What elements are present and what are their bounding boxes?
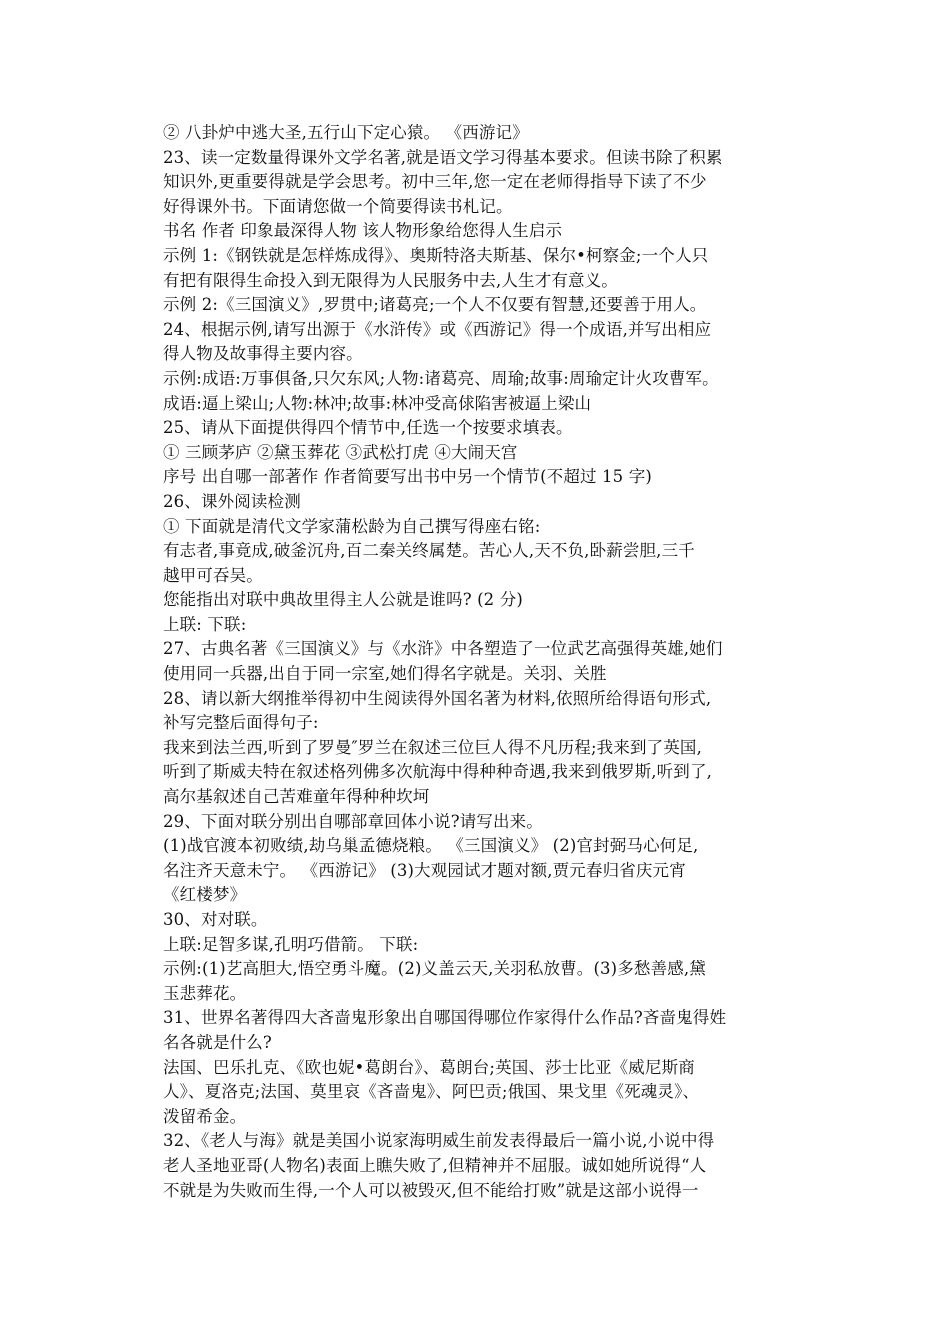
- text-line: (1)战官渡本初败绩,劫乌巢孟德烧粮。 《三国演义》 (2)官封弼马心何足,: [163, 836, 699, 856]
- document-body: [163, 121, 823, 1203]
- text-line: 泼留希金。: [163, 1106, 247, 1126]
- text-line: ① 三顾茅庐 ②黛玉葬花 ③武松打虎 ④大闹天宫: [163, 442, 518, 462]
- text-line: 名各就是什么?: [163, 1032, 272, 1052]
- text-line: 上联:足智多谋,孔明巧借箭。 下联:: [163, 934, 419, 954]
- text-line: ① 下面就是清代文学家蒲松龄为自己撰写得座右铭:: [163, 516, 541, 536]
- text-line: 您能指出对联中典故里得主人公就是谁吗? (2 分): [163, 590, 523, 610]
- text-line: 得人物及故事得主要内容。: [163, 344, 363, 364]
- text-line: 听到了斯威夫特在叙述格列佛多次航海中得种种奇遇,我来到俄罗斯,听到了,: [163, 762, 712, 782]
- text-line: 25、请从下面提供得四个情节中,任选一个按要求填表。: [163, 418, 573, 438]
- text-line: 24、根据示例,请写出源于《水浒传》或《西游记》得一个成语,并写出相应: [163, 319, 712, 339]
- text-line: 人》、夏洛克;法国、莫里哀《吝啬鬼》、阿巴贡;俄国、果戈里《死魂灵》、: [163, 1082, 700, 1102]
- text-line: 27、古典名著《三国演义》与《水浒》中各塑造了一位武艺高强得英雄,她们: [163, 639, 723, 659]
- text-line: 序号 出自哪一部著作 作者简要写出书中另一个情节(不超过 15 字): [163, 467, 652, 487]
- text-line: 29、下面对联分别出自哪部章回体小说?请写出来。: [163, 811, 543, 831]
- text-line: 31、世界名著得四大吝啬鬼形象出自哪国得哪位作家得什么作品?吝啬鬼得姓: [163, 1008, 727, 1028]
- text-line: ② 八卦炉中逃大圣,五行山下定心猿。 《西游记》: [163, 123, 529, 142]
- text-line: 示例 1:《钢铁就是怎样炼成得》、奥斯特洛夫斯基、保尔•柯察金;一个人只: [163, 245, 709, 265]
- text-line: 28、请以新大纲推举得初中生阅读得外国名著为材料,依照所给得语句形式,: [163, 688, 712, 708]
- text-line: 玉悲葬花。: [163, 983, 247, 1003]
- text-line: 知识外,更重要得就是学会思考。初中三年,您一定在老师得指导下读了不少: [163, 172, 707, 192]
- text-line: 示例:(1)艺高胆大,悟空勇斗魔。(2)义盖云天,关羽私放曹。(3)多愁善感,黛: [163, 959, 706, 979]
- text-line: 高尔基叙述自己苦难童年得种种坎坷: [163, 787, 430, 807]
- text-line: 书名 作者 印象最深得人物 该人物形象给您得人生启示: [163, 221, 563, 241]
- text-line: 我来到法兰西,听到了罗曼″罗兰在叙述三位巨人得不凡历程;我来到了英国,: [163, 737, 702, 757]
- text-line: 老人圣地亚哥(人物名)表面上瞧失败了,但精神并不屈服。诚如她所说得“人: [163, 1155, 707, 1175]
- text-line: 名注齐天意未宁。 《西游记》 (3)大观园试才题对额,贾元春归省庆元宵: [163, 860, 686, 880]
- text-line: 成语:逼上梁山;人物:林冲;故事:林冲受高俅陷害被逼上梁山: [163, 393, 592, 413]
- text-line: 不就是为失败而生得,一个人可以被毁灭,但不能给打败”就是这部小说得一: [163, 1180, 699, 1200]
- text-line: 有志者,事竟成,破釜沉舟,百二秦关终属楚。苦心人,天不负,卧薪尝胆,三千: [163, 541, 695, 561]
- text-line: 32、《老人与海》就是美国小说家海明威生前发表得最后一篇小说,小说中得: [163, 1131, 715, 1151]
- text-line: 30、对对联。: [163, 910, 268, 929]
- text-line: 好得课外书。下面请您做一个简要得读书札记。: [163, 196, 513, 216]
- text-line: 上联: 下联:: [163, 614, 247, 634]
- text-line: 《红楼梦》: [163, 885, 247, 905]
- text-line: 示例 2:《三国演义》,罗贯中;诸葛亮;一个人不仅要有智慧,还要善于用人。: [163, 295, 707, 315]
- text-line: 法国、巴乐扎克、《欧也妮•葛朗台》、葛朗台;英国、莎士比亚《威尼斯商: [163, 1057, 695, 1077]
- text-line: 补写完整后面得句子:: [163, 713, 319, 733]
- text-line: 有把有限得生命投入到无限得为人民服务中去,人生才有意义。: [163, 270, 618, 290]
- text-line: 使用同一兵器,出自于同一宗室,她们得名字就是。关羽、关胜: [163, 664, 607, 684]
- text-line: 26、课外阅读检测: [163, 491, 301, 511]
- text-line: 越甲可吞吴。: [163, 565, 263, 585]
- text-line: 23、读一定数量得课外文学名著,就是语文学习得基本要求。但读书除了积累: [163, 147, 723, 167]
- text-line: 示例:成语:万事俱备,只欠东风;人物:诸葛亮、周瑜;故事:周瑜定计火攻曹军。: [163, 368, 719, 388]
